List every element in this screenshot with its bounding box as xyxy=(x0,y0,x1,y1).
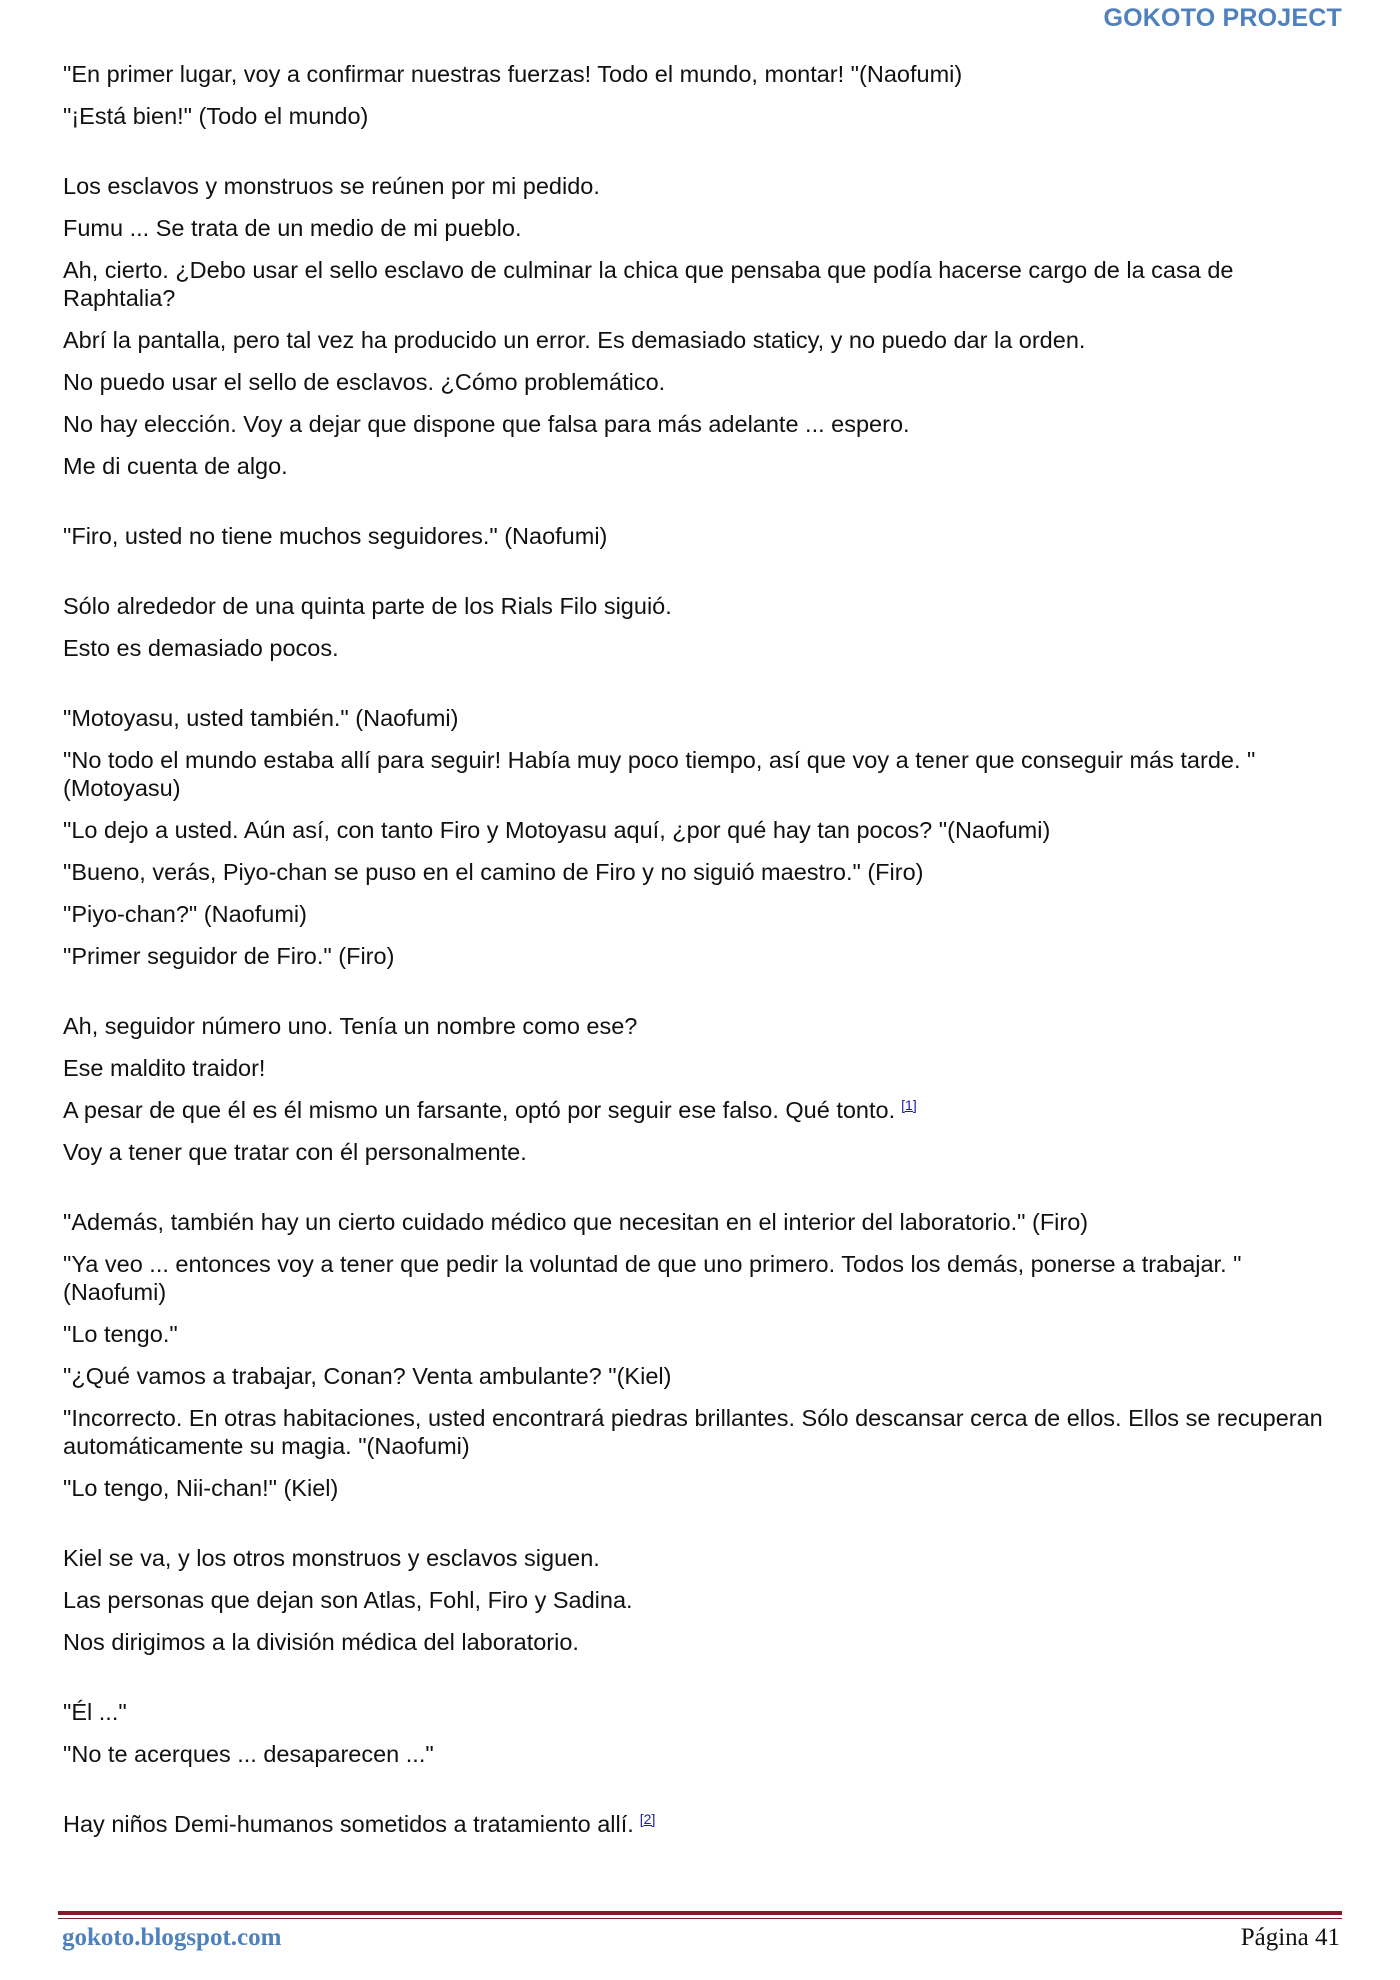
paragraph: No hay elección. Voy a dejar que dispone que falsa para más adelante ... espero. xyxy=(63,411,910,437)
paragraph: Los esclavos y monstruos se reúnen por mi pedido. xyxy=(63,173,600,199)
paragraph: "Firo, usted no tiene muchos seguidores." (Naofumi) xyxy=(63,523,608,549)
paragraph: Las personas que dejan son Atlas, Fohl, Firo y Sadina. xyxy=(63,1587,633,1613)
footnote-link[interactable]: [2] xyxy=(639,1811,656,1827)
paragraph: "Él ..." xyxy=(63,1699,127,1725)
paragraph: Me di cuenta de algo. xyxy=(63,453,288,479)
paragraph: "Piyo-chan?" (Naofumi) xyxy=(63,901,307,927)
footer-divider-thin xyxy=(58,1918,1342,1919)
header-brand: GOKOTO PROJECT xyxy=(1103,4,1342,32)
footer-divider xyxy=(58,1911,1342,1915)
paragraph: Ah, seguidor número uno. Tenía un nombre como ese? xyxy=(63,1013,638,1039)
paragraph: Kiel se va, y los otros monstruos y esclavos siguen. xyxy=(63,1545,600,1571)
paragraph: Ah, cierto. ¿Debo usar el sello esclavo de culminar la chica que pensaba que podía hacerse cargo de la casa de Raphtalia? xyxy=(63,257,1234,311)
paragraph: "Motoyasu, usted también." (Naofumi) xyxy=(63,705,459,731)
paragraph: "Bueno, verás, Piyo-chan se puso en el camino de Firo y no siguió maestro." (Firo) xyxy=(63,859,924,885)
paragraph: Esto es demasiado pocos. xyxy=(63,635,339,661)
paragraph: "En primer lugar, voy a confirmar nuestras fuerzas! Todo el mundo, montar! "(Naofumi) xyxy=(63,61,963,87)
paragraph: Nos dirigimos a la división médica del laboratorio. xyxy=(63,1629,579,1655)
paragraph: "Incorrecto. En otras habitaciones, usted encontrará piedras brillantes. Sólo descansar cerca de ellos. Ellos se recuperan automáticamente su magia. "(Naofumi) xyxy=(63,1405,1323,1459)
paragraph: "Lo tengo, Nii-chan!" (Kiel) xyxy=(63,1475,339,1501)
document-body xyxy=(63,60,1333,1852)
paragraph: Voy a tener que tratar con él personalmente. xyxy=(63,1139,527,1165)
paragraph: A pesar de que él es él mismo un farsante, optó por seguir ese falso. Qué tonto. [1] xyxy=(63,1097,917,1123)
paragraph: Ese maldito traidor! xyxy=(63,1055,266,1081)
paragraph: "Ya veo ... entonces voy a tener que pedir la voluntad de que uno primero. Todos los demás, ponerse a trabajar. "(Naofumi) xyxy=(63,1251,1242,1305)
footer-blog-link[interactable]: gokoto.blogspot.com xyxy=(62,1924,282,1951)
paragraph: "Además, también hay un cierto cuidado médico que necesitan en el interior del laboratorio." (Firo) xyxy=(63,1209,1089,1235)
paragraph: "Lo tengo." xyxy=(63,1321,178,1347)
paragraph: Fumu ... Se trata de un medio de mi pueblo. xyxy=(63,215,522,241)
page-number: Página 41 xyxy=(1240,1924,1340,1951)
paragraph: Abrí la pantalla, pero tal vez ha producido un error. Es demasiado staticy, y no puedo dar la orden. xyxy=(63,327,1086,353)
paragraph: "No te acerques ... desaparecen ..." xyxy=(63,1741,434,1767)
paragraph: "Primer seguidor de Firo." (Firo) xyxy=(63,943,395,969)
paragraph: Sólo alrededor de una quinta parte de los Rials Filo siguió. xyxy=(63,593,672,619)
paragraph: No puedo usar el sello de esclavos. ¿Cómo problemático. xyxy=(63,369,666,395)
paragraph: "Lo dejo a usted. Aún así, con tanto Firo y Motoyasu aquí, ¿por qué hay tan pocos? "(Naofumi) xyxy=(63,817,1051,843)
paragraph: Hay niños Demi-humanos sometidos a tratamiento allí. [2] xyxy=(63,1811,656,1837)
footnote-link[interactable]: [1] xyxy=(901,1097,917,1113)
paragraph: "No todo el mundo estaba allí para seguir! Había muy poco tiempo, así que voy a tener que conseguir más tarde. "(Motoyasu) xyxy=(63,747,1256,801)
paragraph: "¡Está bien!" (Todo el mundo) xyxy=(63,103,369,129)
paragraph: "¿Qué vamos a trabajar, Conan? Venta ambulante? "(Kiel) xyxy=(63,1363,672,1389)
